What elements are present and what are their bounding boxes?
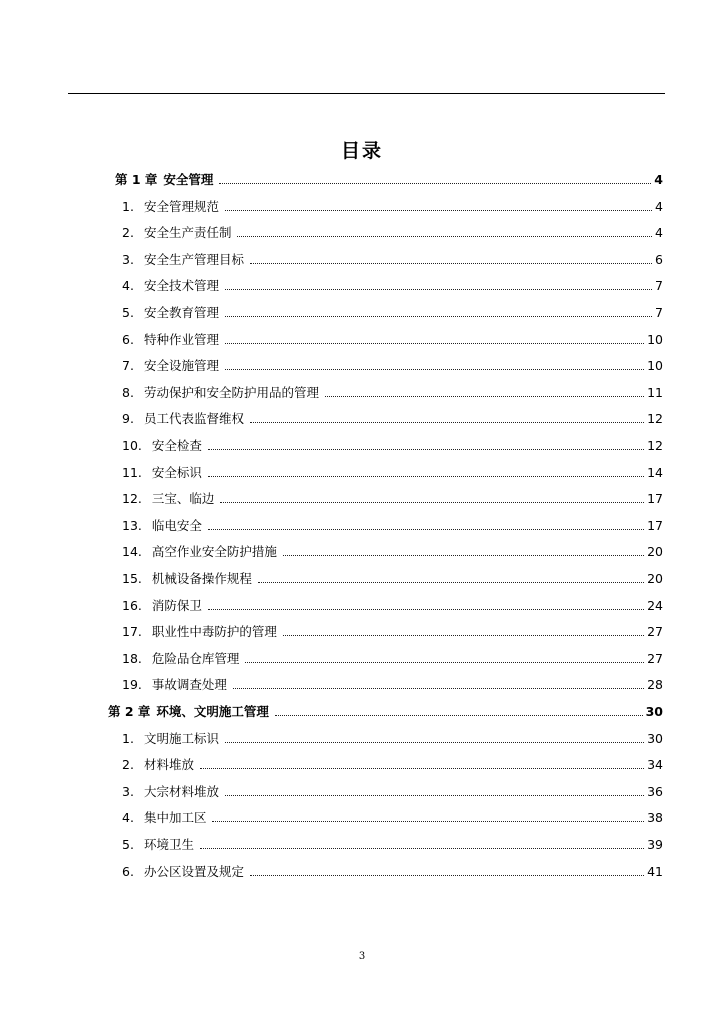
toc-entry[interactable] — [0, 244, 663, 268]
dot-leader — [250, 422, 644, 423]
dot-leader — [225, 742, 644, 743]
toc-entry-number: 1. — [122, 730, 134, 746]
toc-entry-page: 27 — [647, 650, 663, 666]
toc-entry-page: 17 — [647, 517, 663, 533]
toc-entry-number: 1. — [122, 198, 134, 214]
toc-entry-label: 三宝、临边 — [151, 491, 215, 507]
toc-entry-label: 危险品仓库管理 — [151, 650, 240, 666]
toc-entry-number: 12. — [122, 491, 142, 507]
dot-leader — [225, 795, 644, 796]
toc-entry-page: 36 — [647, 783, 663, 799]
toc-entry-page: 10 — [647, 331, 663, 347]
toc-entry[interactable] — [0, 457, 663, 481]
toc-entry-page: 20 — [647, 544, 663, 560]
toc-entry-label: 特种作业管理 — [143, 331, 219, 347]
toc-entry-label: 安全标识 — [151, 464, 202, 480]
toc-entry-number: 2. — [122, 757, 134, 773]
dot-leader — [225, 369, 644, 370]
toc-entry-label: 机械设备操作规程 — [151, 571, 252, 586]
toc-entry-page: 11 — [647, 384, 663, 400]
toc-entry-page: 14 — [647, 464, 663, 480]
toc-entry-label: 文明施工标识 — [143, 730, 219, 746]
toc-entry[interactable] — [0, 217, 663, 241]
toc-entry[interactable] — [0, 270, 663, 294]
dot-leader — [208, 609, 644, 610]
dot-leader — [212, 821, 644, 822]
toc-entry[interactable] — [0, 563, 663, 587]
toc-entry-page: 17 — [647, 491, 663, 507]
toc-entry-page: 24 — [647, 597, 663, 613]
toc-entry-page: 12 — [647, 411, 663, 427]
toc-entry-page: 39 — [647, 837, 663, 852]
dot-leader — [208, 529, 644, 530]
toc-entry-page: 4 — [655, 198, 663, 214]
toc-entry-number: 第 2 章 — [108, 704, 151, 719]
toc-entry-number: 18. — [122, 650, 142, 666]
toc-entry-number: 6. — [122, 331, 134, 347]
toc-entry-page: 38 — [647, 810, 663, 826]
toc-entry[interactable] — [0, 802, 663, 826]
toc-entry[interactable] — [0, 776, 663, 800]
toc-title: 目录 — [340, 140, 383, 162]
dot-leader — [275, 715, 643, 716]
toc-entry-page: 30 — [645, 704, 663, 719]
toc-entry-label: 环境卫生 — [143, 837, 194, 852]
toc-entry-label: 办公区设置及规定 — [143, 863, 244, 879]
toc-entry-page: 10 — [647, 358, 663, 374]
toc-entry-page: 34 — [647, 757, 663, 773]
dot-leader — [225, 343, 644, 344]
toc-entry-page: 41 — [647, 863, 663, 879]
toc-entry[interactable] — [0, 430, 663, 454]
toc-entry-page: 7 — [655, 278, 663, 294]
toc-entry-number: 3. — [122, 783, 134, 799]
toc-entry-number: 4. — [122, 810, 134, 826]
toc-entry-number: 15. — [122, 571, 142, 586]
toc-entry-label: 高空作业安全防护措施 — [151, 544, 277, 560]
toc-entry[interactable] — [0, 350, 663, 374]
toc-entry[interactable] — [0, 403, 663, 427]
toc-entry-label: 大宗材料堆放 — [143, 783, 219, 799]
toc-entry-page: 4 — [654, 172, 663, 187]
dot-leader — [250, 263, 652, 264]
dot-leader — [220, 502, 644, 503]
toc-entry-label: 安全检查 — [151, 438, 202, 453]
dot-leader — [225, 210, 652, 211]
toc-entry-number: 10. — [122, 438, 142, 453]
toc-entry[interactable] — [0, 749, 663, 773]
toc-entry[interactable] — [0, 723, 663, 747]
toc-entry-label: 安全管理规范 — [143, 198, 219, 214]
toc-entry-label: 职业性中毒防护的管理 — [151, 624, 277, 640]
toc-entry-number: 19. — [122, 677, 142, 693]
toc-entry-page: 20 — [647, 571, 663, 586]
dot-leader — [200, 848, 644, 849]
toc-entry-label: 材料堆放 — [143, 757, 194, 773]
toc-entry-label: 环境、文明施工管理 — [156, 704, 269, 719]
toc-entry-label: 劳动保护和安全防护用品的管理 — [143, 384, 319, 400]
toc-entry-page: 30 — [647, 730, 663, 746]
toc-entry-label: 安全管理 — [163, 172, 214, 187]
toc-entry-label: 安全设施管理 — [143, 358, 219, 374]
toc-entry-page: 27 — [647, 624, 663, 640]
toc-entry-number: 第 1 章 — [115, 172, 158, 187]
toc-entry-page: 6 — [655, 251, 663, 267]
toc-entry-number: 5. — [122, 305, 134, 320]
toc-entry[interactable] — [0, 829, 663, 853]
toc-entry-label: 安全技术管理 — [143, 278, 219, 294]
toc-chapter-entry[interactable] — [0, 696, 663, 720]
toc-entry[interactable] — [0, 856, 663, 880]
dot-leader — [225, 316, 652, 317]
toc-entry[interactable] — [0, 377, 663, 401]
dot-leader — [283, 635, 644, 636]
toc-entry[interactable] — [0, 536, 663, 560]
dot-leader — [233, 688, 644, 689]
toc-entry-number: 7. — [122, 358, 134, 374]
toc-entry-number: 11. — [122, 464, 142, 480]
toc-entry-label: 临电安全 — [151, 517, 202, 533]
dot-leader — [237, 236, 652, 237]
toc-entry-number: 4. — [122, 278, 134, 294]
toc-entry-number: 14. — [122, 544, 142, 560]
toc-entry-page: 4 — [655, 225, 663, 241]
toc-entry-label: 事故调查处理 — [151, 677, 227, 693]
toc-entry-number: 2. — [122, 225, 134, 241]
dot-leader — [208, 449, 644, 450]
dot-leader — [250, 875, 644, 876]
toc-entry-label: 员工代表监督维权 — [143, 411, 244, 427]
toc-entry[interactable] — [0, 616, 663, 640]
dot-leader — [325, 396, 644, 397]
toc-entry-number: 5. — [122, 837, 134, 852]
dot-leader — [283, 555, 644, 556]
toc-entry[interactable] — [0, 324, 663, 348]
toc-entry-number: 3. — [122, 251, 134, 267]
toc-entry-number: 17. — [122, 624, 142, 640]
toc-entry[interactable] — [0, 297, 663, 321]
toc-entry-page: 7 — [655, 305, 663, 320]
toc-entry-label: 安全教育管理 — [143, 305, 219, 320]
dot-leader — [225, 289, 652, 290]
toc-entry[interactable] — [0, 669, 663, 693]
toc-entry[interactable] — [0, 590, 663, 614]
toc-entry-label: 安全生产责任制 — [143, 225, 232, 241]
toc-entry[interactable] — [0, 191, 663, 215]
dot-leader — [208, 476, 644, 477]
toc-entry-label: 集中加工区 — [143, 810, 207, 826]
toc-entry[interactable] — [0, 643, 663, 667]
dot-leader — [258, 582, 644, 583]
toc-entry-label: 安全生产管理目标 — [143, 251, 244, 267]
header-rule — [68, 93, 665, 94]
toc-entry-page: 28 — [647, 677, 663, 693]
toc-entry-number: 16. — [122, 597, 142, 613]
dot-leader — [219, 183, 651, 184]
toc-entry[interactable] — [0, 483, 663, 507]
toc-entry[interactable] — [0, 510, 663, 534]
dot-leader — [245, 662, 644, 663]
dot-leader — [200, 768, 644, 769]
toc-entry-page: 12 — [647, 438, 663, 453]
toc-entry-number: 8. — [122, 384, 134, 400]
toc-entry-number: 13. — [122, 517, 142, 533]
toc-entry-label: 消防保卫 — [151, 597, 202, 613]
page-number: 3 — [358, 951, 366, 962]
toc-entry-number: 6. — [122, 863, 134, 879]
toc-chapter-entry[interactable] — [0, 164, 663, 188]
toc-entry-number: 9. — [122, 411, 134, 427]
